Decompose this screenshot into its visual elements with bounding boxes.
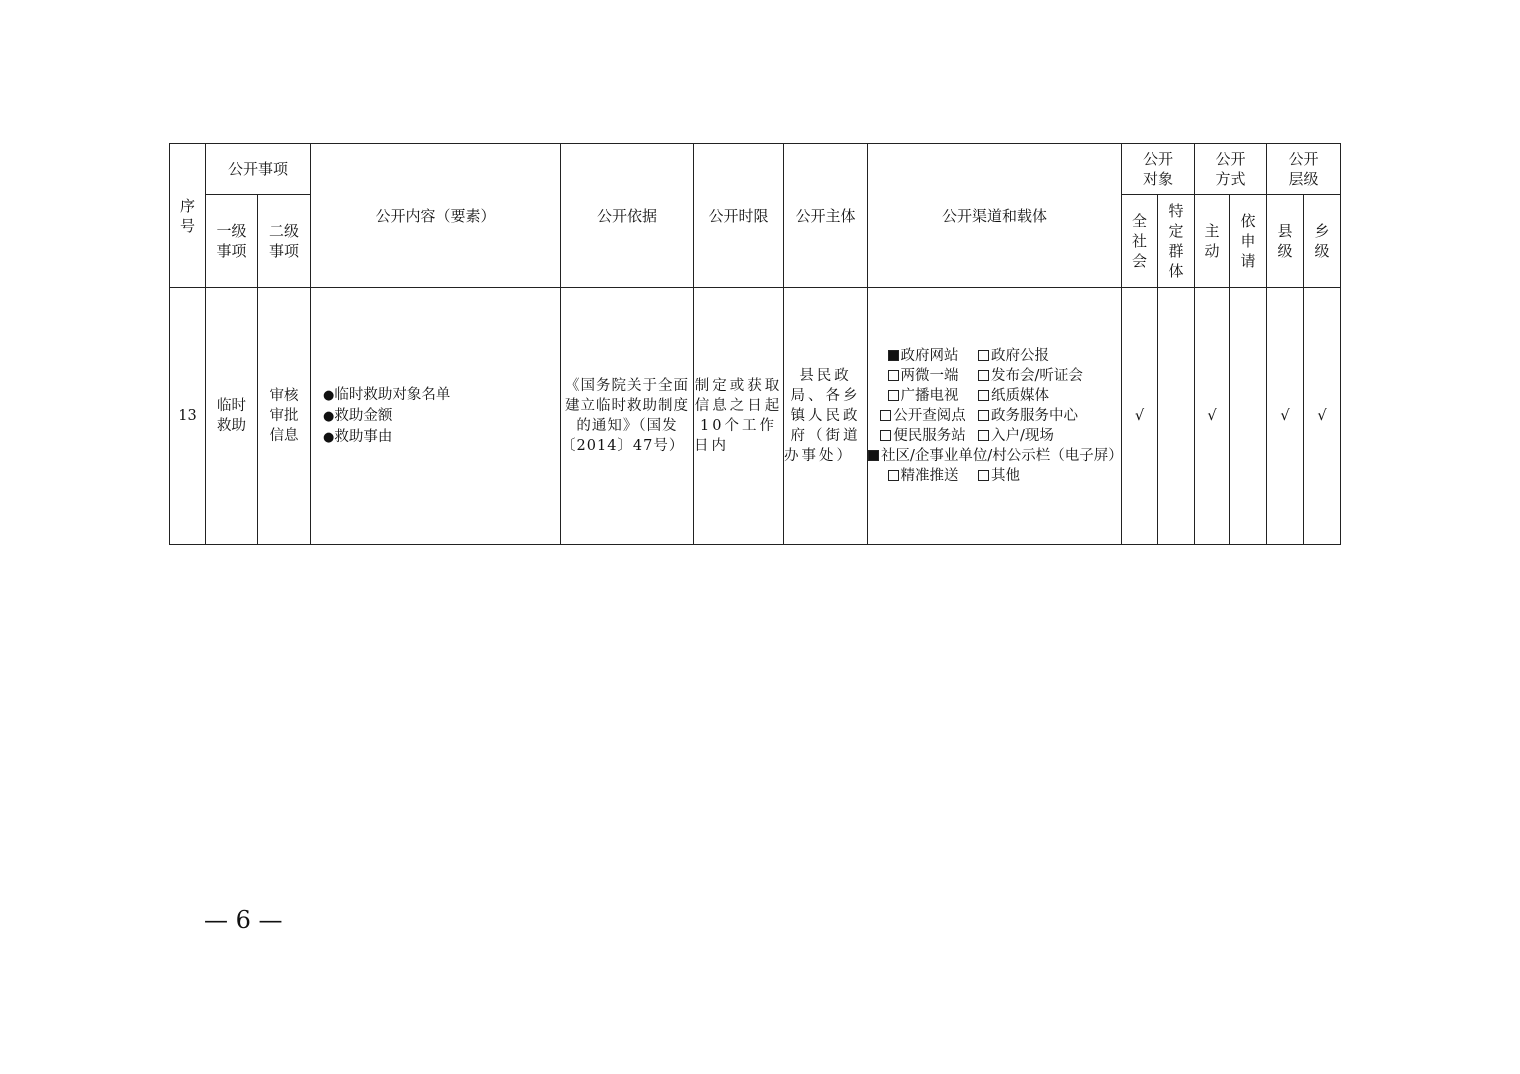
header-mode-apply: 依申请 [1230,195,1267,288]
channel-row [868,346,1121,366]
unchecked-box-icon [880,430,891,441]
channel-label: 入户/现场 [991,428,1054,444]
channel-row [868,386,1121,406]
header-level-group: 公开层级 [1267,144,1341,195]
header-content: 公开内容（要素） [311,144,561,288]
unchecked-box-icon [978,410,989,421]
channel-option [868,346,978,366]
cell-level-county: √ [1267,288,1304,545]
content-list [323,385,560,448]
header-target-specific: 特定群体 [1158,195,1195,288]
checked-box-icon [888,350,899,361]
channel-label: 其他 [991,468,1021,484]
unchecked-box-icon [978,370,989,381]
channel-option [868,466,978,486]
header-target-group: 公开对象 [1122,144,1195,195]
content-item-text: 救助事由 [334,428,393,445]
list-item [323,385,560,406]
cell-mode-apply [1230,288,1267,545]
unchecked-box-icon [978,470,989,481]
header-mode-group: 公开方式 [1195,144,1267,195]
channel-option [978,466,1020,486]
header-level2: 二级事项 [258,195,311,288]
channel-option [978,386,1049,406]
channel-label: 政府公报 [991,348,1050,364]
header-row-1 [170,144,1341,195]
table-row [170,288,1341,545]
channel-row [868,426,1121,446]
channel-label: 两微一端 [900,368,959,384]
unchecked-box-icon [888,370,899,381]
cell-seq: 13 [170,288,206,545]
header-items-group: 公开事项 [206,144,311,195]
list-item [323,406,560,427]
cell-level2: 审核审批信息 [258,288,311,545]
channel-option [868,366,978,386]
unchecked-box-icon [978,390,989,401]
header-subject: 公开主体 [784,144,868,288]
channel-option [868,426,978,446]
disclosure-table [169,143,1341,545]
bullet-icon: ● [323,408,335,424]
content-item-text: 临时救助对象名单 [334,386,451,403]
unchecked-box-icon [888,390,899,401]
header-seq: 序号 [170,144,206,288]
channel-option [978,406,1078,426]
header-target-all: 全社会 [1122,195,1158,288]
channel-label: 便民服务站 [893,428,966,444]
channel-option [868,386,978,406]
page-number: — 6 — [204,906,283,934]
cell-channels [868,288,1122,545]
cell-content [311,288,561,545]
header-level1: 一级事项 [206,195,258,288]
bullet-icon: ● [323,387,335,403]
cell-mode-active: √ [1195,288,1230,545]
channel-option [978,366,1083,386]
channel-row [868,406,1121,426]
channel-label: 政务服务中心 [991,408,1079,424]
unchecked-box-icon [978,350,989,361]
channel-option [868,406,978,426]
channel-row [868,366,1121,386]
channel-label: 广播电视 [900,388,959,404]
unchecked-box-icon [880,410,891,421]
checked-box-icon [868,450,879,461]
cell-time-limit: 制定或获取信息之日起10个工作日内 [694,288,784,545]
cell-target-specific [1158,288,1195,545]
cell-level1: 临时救助 [206,288,258,545]
channel-list [868,346,1121,486]
channel-label: 纸质媒体 [991,388,1050,404]
cell-subject: 县民政局、各乡镇人民政府（街道办事处） [784,288,868,545]
channel-label: 公开查阅点 [893,408,966,424]
header-channels: 公开渠道和载体 [868,144,1122,288]
unchecked-box-icon [978,430,989,441]
header-level-town: 乡级 [1304,195,1341,288]
header-basis: 公开依据 [561,144,694,288]
header-mode-active: 主动 [1195,195,1230,288]
list-item [323,427,560,448]
bullet-icon: ● [323,429,335,445]
unchecked-box-icon [888,470,899,481]
channel-label: 发布会/听证会 [991,368,1083,384]
cell-level-town: √ [1304,288,1341,545]
channel-label: 政府网站 [900,348,959,364]
channel-option [868,446,1123,466]
channel-label: 精准推送 [900,468,959,484]
channel-label: 社区/企事业单位/村公示栏（电子屏） [881,448,1123,464]
cell-basis: 《国务院关于全面建立临时救助制度的通知》（国发〔2014〕47号） [561,288,694,545]
channel-row [868,446,1121,466]
channel-option [978,426,1054,446]
channel-option [978,346,1049,366]
content-item-text: 救助金额 [334,407,393,424]
header-time-limit: 公开时限 [694,144,784,288]
cell-target-all: √ [1122,288,1158,545]
channel-row [868,466,1121,486]
header-level-county: 县级 [1267,195,1304,288]
